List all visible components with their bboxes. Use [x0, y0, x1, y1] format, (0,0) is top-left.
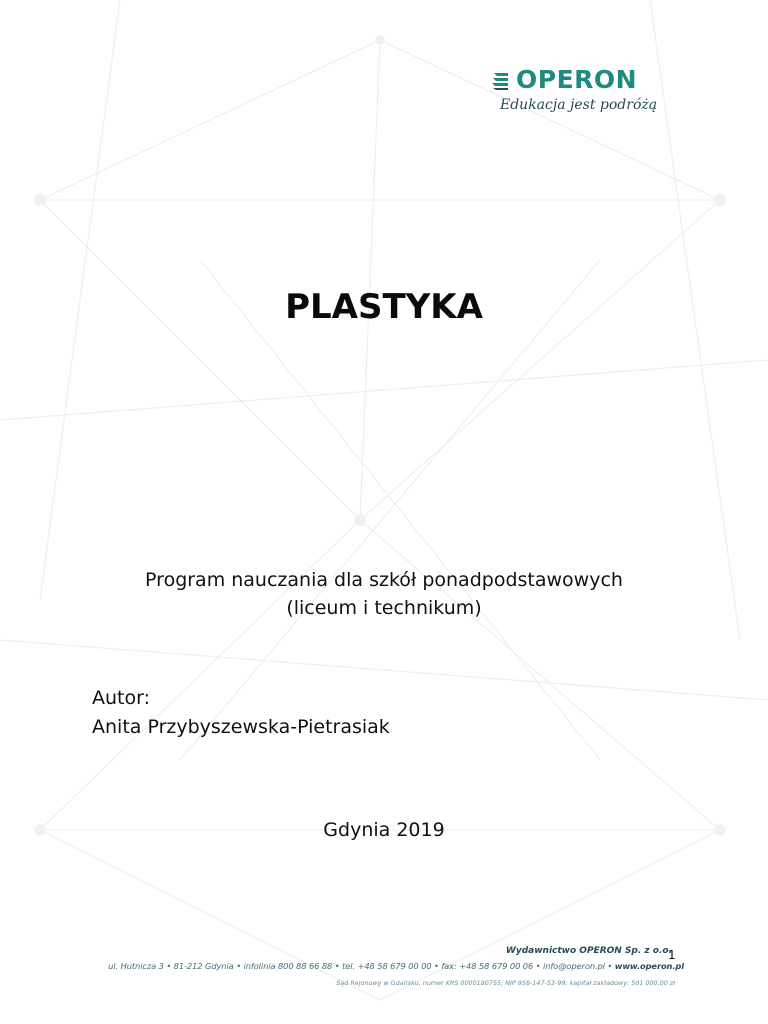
- footer-address: ul. Hutnicza 3 • 81-212 Gdynia • infolinia 800 88 66 88 • tel. +48 58 679 00 00 • fax: +48 58 679 00 06 • info@operon.pl •: [108, 961, 613, 971]
- footer-company: Wydawnictwo OPERON Sp. z o.o.: [505, 946, 672, 956]
- operon-logo: [492, 66, 678, 120]
- place-and-year: Gdynia 2019: [323, 819, 445, 841]
- author-name: Anita Przybyszewska-Pietrasiak: [92, 716, 390, 738]
- author-block: [92, 684, 390, 742]
- subtitle-line-2: (liceum i technikum): [286, 597, 482, 619]
- footer-website-link[interactable]: www.operon.pl: [614, 961, 684, 971]
- footer-contact-line: [74, 960, 684, 972]
- logo-tagline: Edukacja jest podróżą: [500, 97, 658, 113]
- page-number: 1: [668, 948, 676, 962]
- subtitle-line-1: Program nauczania dla szkół ponadpodstawowych: [145, 569, 623, 591]
- footer-court-registration: Sąd Rejonowy w Gdańsku, numer KRS 0000180755; NIP 958-147-53-99; kapitał zakładowy: 501 000,00 zł: [336, 979, 675, 987]
- document-subtitle: [0, 566, 768, 622]
- document-title: PLASTYKA: [285, 287, 483, 327]
- author-label: Autor:: [92, 687, 150, 709]
- logo-brand-name: OPERON: [516, 65, 638, 94]
